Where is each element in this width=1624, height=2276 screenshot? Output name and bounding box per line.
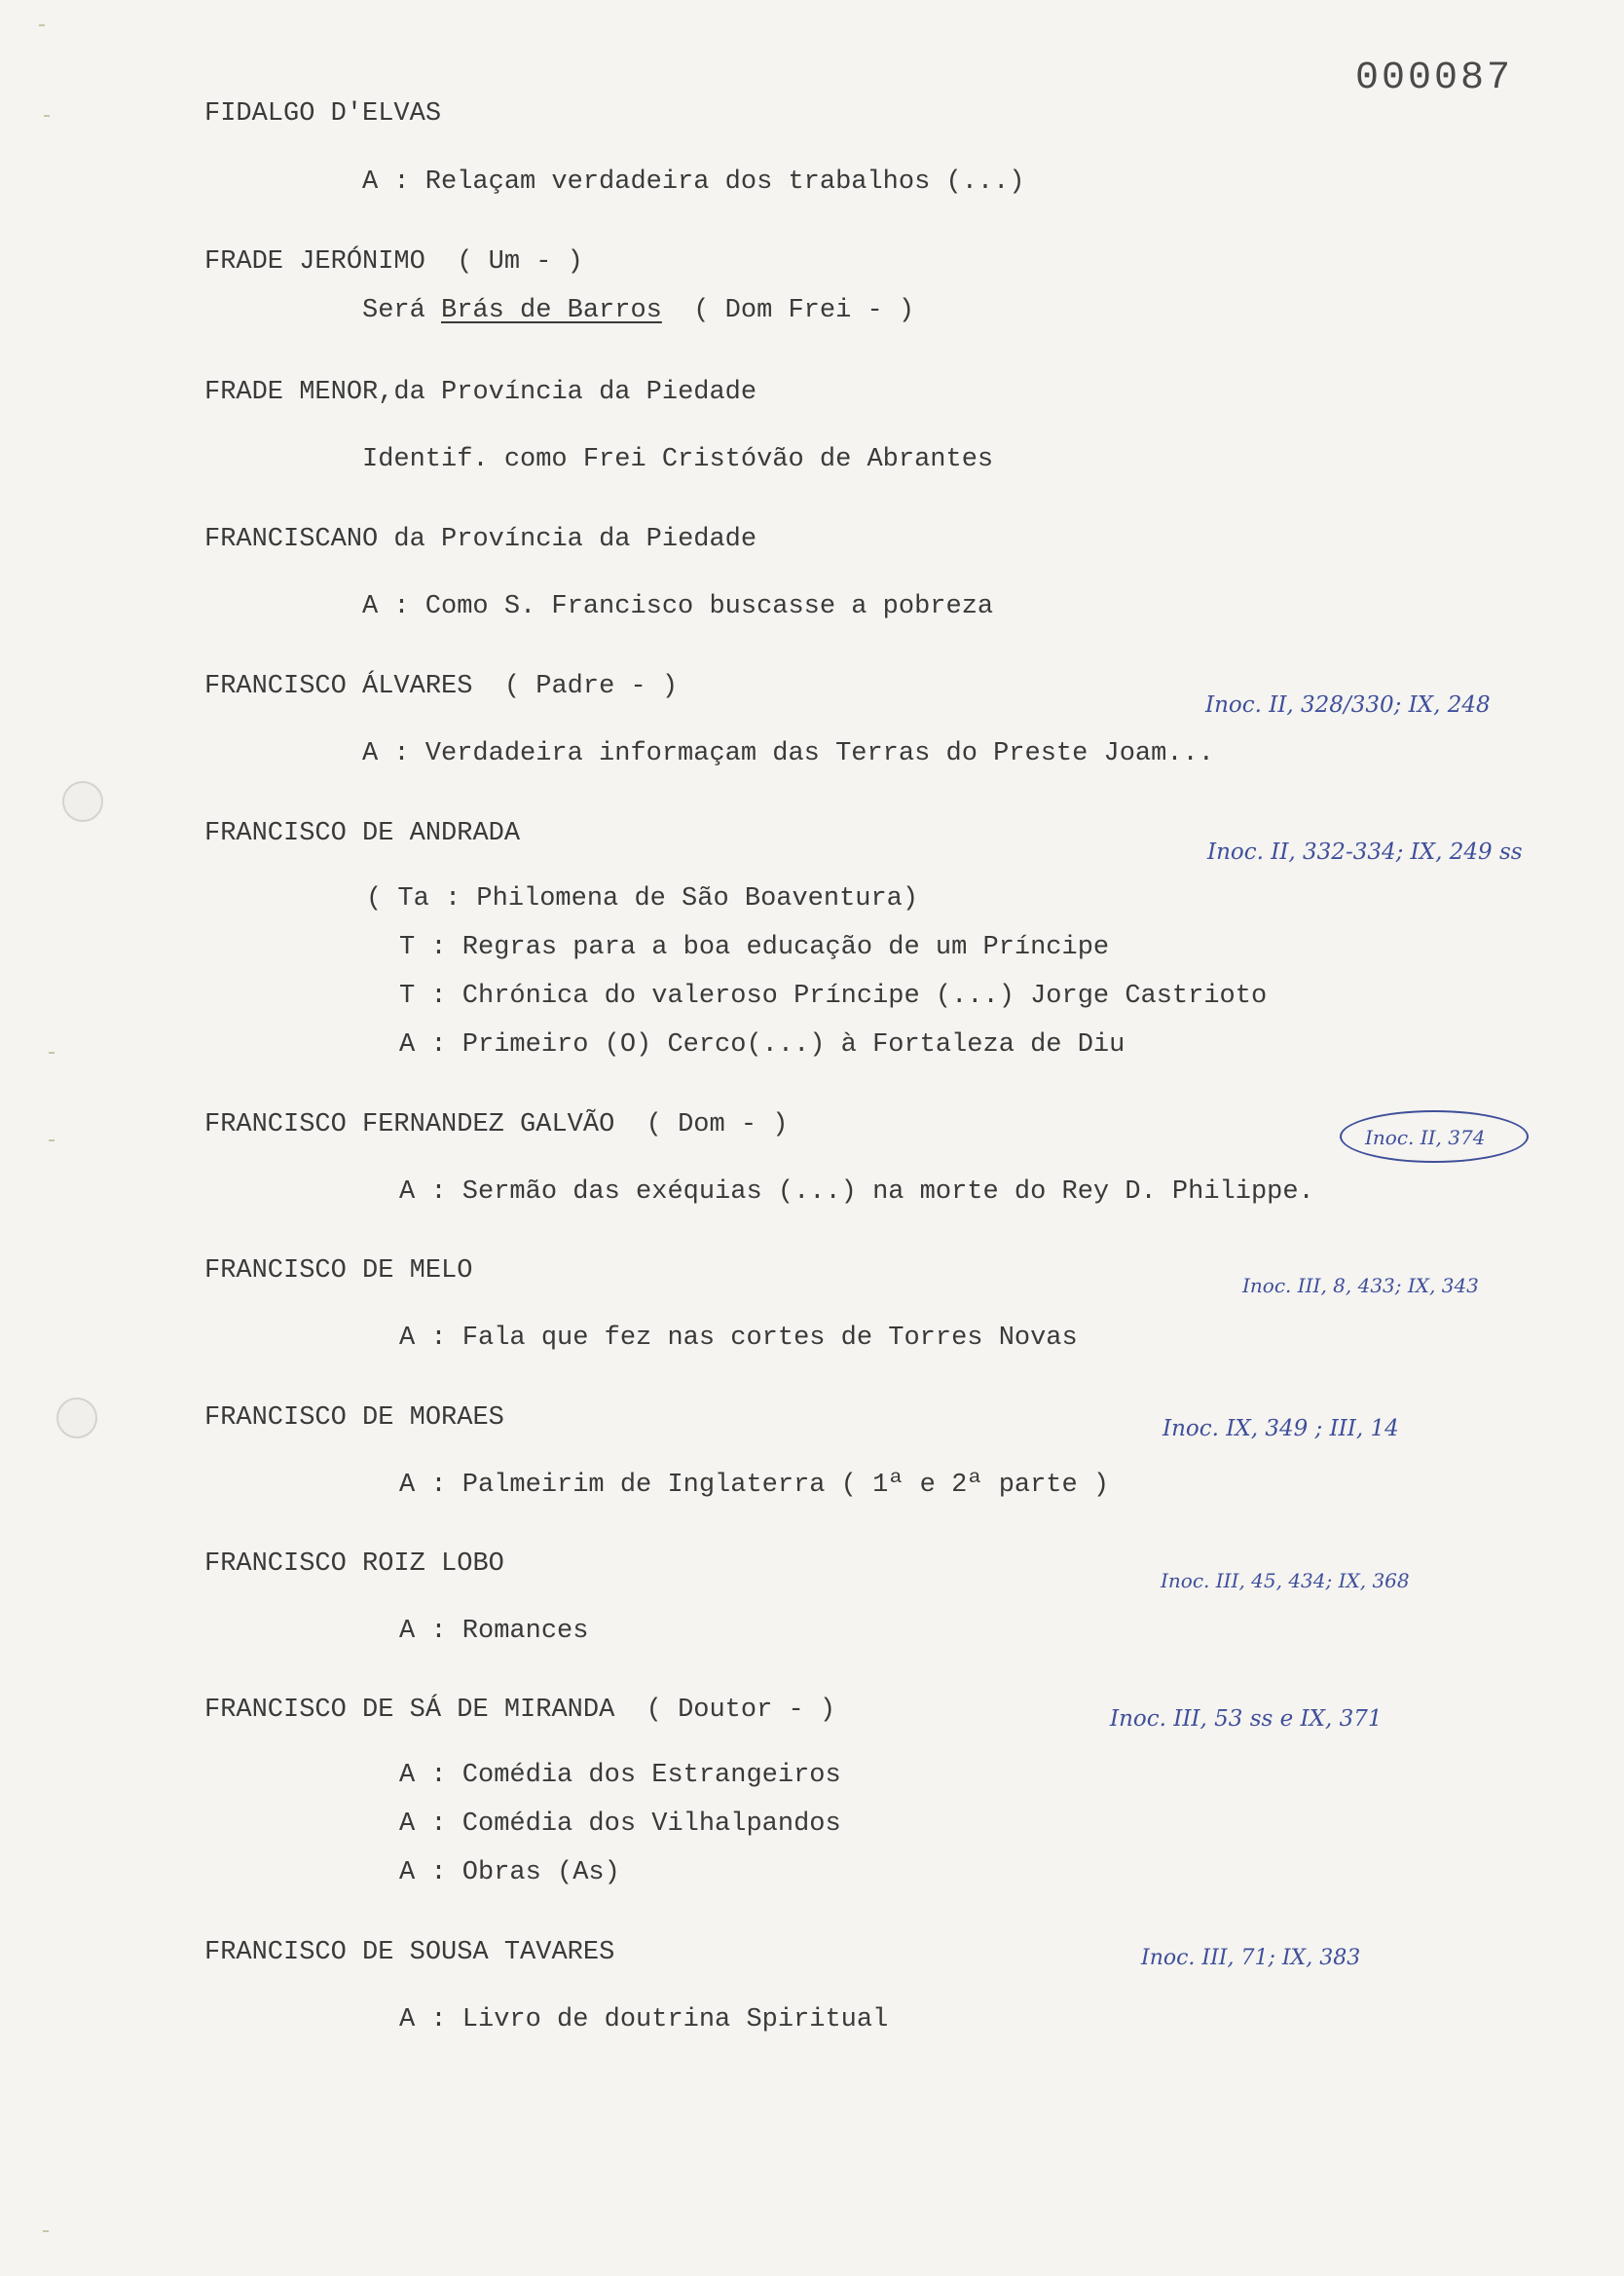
entry-heading: FRANCISCO ROIZ LOBO xyxy=(204,1549,504,1579)
punch-hole xyxy=(62,781,103,822)
see-name: Brás de Barros xyxy=(441,296,662,325)
see-prefix: Será xyxy=(362,296,442,325)
entry-line: A : Palmeirim de Inglaterra ( 1ª e 2ª parte ) xyxy=(399,1471,1110,1500)
entry-line: A : Relaçam verdadeira dos trabalhos (...) xyxy=(362,168,1025,197)
handwritten-note: Inoc. II, 332-334; IX, 249 ss xyxy=(1207,840,1523,865)
entry-heading: FRADE MENOR,da Província da Piedade xyxy=(204,378,757,407)
see-reference xyxy=(362,298,914,324)
handwritten-note: Inoc. II, 328/330; IX, 248 xyxy=(1205,692,1491,718)
paper-mark xyxy=(44,115,50,117)
handwritten-note: Inoc. III, 71; IX, 383 xyxy=(1141,1946,1361,1970)
entry-line: T : Chrónica do valeroso Príncipe (...) Jorge Castrioto xyxy=(399,982,1268,1011)
entry-heading: FRANCISCO DE SÁ DE MIRANDA ( Doutor - ) xyxy=(204,1696,836,1725)
entry-line: ( Ta : Philomena de São Boaventura) xyxy=(366,884,919,914)
handwritten-note: Inoc. III, 53 ss e IX, 371 xyxy=(1110,1706,1383,1732)
entry-heading: FRANCISCO FERNANDEZ GALVÃO ( Dom - ) xyxy=(204,1110,789,1139)
entry-line: A : Obras (As) xyxy=(399,1858,620,1887)
paper-mark xyxy=(43,2230,49,2232)
entry-line: Identif. como Frei Cristóvão de Abrantes xyxy=(362,445,994,474)
entry-line: A : Como S. Francisco buscasse a pobreza xyxy=(362,592,994,621)
handwritten-note: Inoc. II, 374 xyxy=(1365,1126,1486,1149)
paper-mark xyxy=(49,1139,55,1141)
see-suffix: ( Dom Frei - ) xyxy=(661,296,915,325)
entry-heading: FRANCISCO DE ANDRADA xyxy=(204,819,521,848)
paper-mark xyxy=(49,1052,55,1054)
entry-line: A : Comédia dos Estrangeiros xyxy=(399,1761,841,1790)
entry-line: A : Primeiro (O) Cerco(...) à Fortaleza de Diu xyxy=(399,1030,1126,1060)
entry-heading: FRANCISCO DE SOUSA TAVARES xyxy=(204,1938,615,1967)
entry-heading: FRANCISCANO da Província da Piedade xyxy=(204,525,757,554)
entry-line: A : Fala que fez nas cortes de Torres Novas xyxy=(399,1324,1078,1353)
entry-heading: FRANCISCO DE MORAES xyxy=(204,1403,504,1433)
entry-heading: FRANCISCO DE MELO xyxy=(204,1256,473,1286)
handwritten-note: Inoc. III, 45, 434; IX, 368 xyxy=(1161,1569,1410,1592)
paper-mark xyxy=(39,24,45,26)
punch-hole xyxy=(56,1398,97,1438)
entry-line: A : Comédia dos Vilhalpandos xyxy=(399,1810,841,1839)
entry-line: T : Regras para a boa educação de um Príncipe xyxy=(399,933,1110,962)
entry-line: A : Verdadeira informaçam das Terras do Preste Joam... xyxy=(362,739,1214,768)
entry-line: A : Sermão das exéquias (...) na morte do Rey D. Philippe. xyxy=(399,1177,1314,1207)
page-number: 000087 xyxy=(1355,56,1514,100)
handwritten-note: Inoc. IX, 349 ; III, 14 xyxy=(1163,1416,1399,1441)
entry-heading: FRADE JERÓNIMO ( Um - ) xyxy=(204,247,583,277)
handwritten-note: Inoc. III, 8, 433; IX, 343 xyxy=(1242,1274,1479,1297)
entry-line: A : Livro de doutrina Spiritual xyxy=(399,2005,889,2034)
entry-heading: FIDALGO D'ELVAS xyxy=(204,99,442,129)
entry-line: A : Romances xyxy=(399,1617,589,1646)
entry-heading: FRANCISCO ÁLVARES ( Padre - ) xyxy=(204,672,679,701)
